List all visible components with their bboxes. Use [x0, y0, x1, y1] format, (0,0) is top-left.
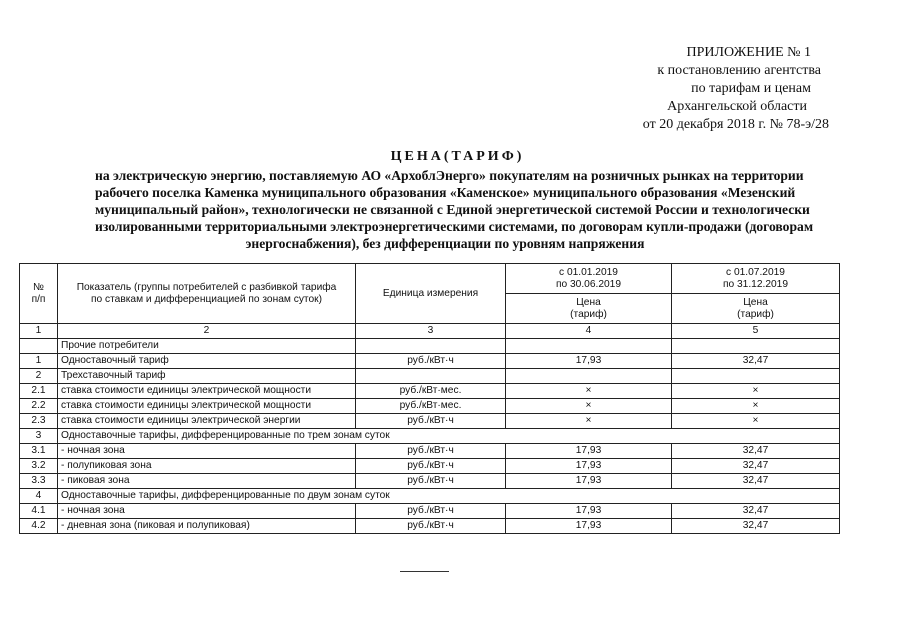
header-price-2 — [672, 294, 840, 324]
table-row — [20, 414, 840, 429]
table-row — [20, 429, 840, 444]
row-indicator: Прочие потребители — [58, 339, 356, 354]
price-line: (тариф) — [737, 308, 774, 320]
row-number: 3.2 — [20, 459, 58, 474]
row-number: 4.2 — [20, 519, 58, 534]
row-indicator: Одноставочный тариф — [58, 354, 356, 369]
period-line: с 01.07.2019 — [726, 266, 785, 278]
row-unit: руб./кВт·мес. — [356, 399, 506, 414]
header-number — [20, 264, 58, 324]
row-price-2: × — [672, 414, 840, 429]
table-header — [20, 264, 840, 339]
row-indicator: ставка стоимости единицы электрической энергии — [58, 414, 356, 429]
row-number: 1 — [20, 354, 58, 369]
header-indicator — [58, 264, 356, 324]
row-price-2: 32,47 — [672, 474, 840, 489]
price-line: (тариф) — [570, 308, 607, 320]
row-number: 3.3 — [20, 474, 58, 489]
row-price-2: 32,47 — [672, 444, 840, 459]
table-row — [20, 489, 840, 504]
row-indicator: - пиковая зона — [58, 474, 356, 489]
table-row — [20, 339, 840, 354]
row-number: 2.1 — [20, 384, 58, 399]
row-indicator: Одноставочные тарифы, дифференцированные по двум зонам суток — [58, 489, 840, 504]
row-unit: руб./кВт·ч — [356, 414, 506, 429]
table-row — [20, 444, 840, 459]
header-price-1 — [506, 294, 672, 324]
column-number: 2 — [58, 324, 356, 339]
table-row — [20, 354, 840, 369]
appendix-title: ПРИЛОЖЕНИЕ № 1 — [686, 45, 811, 60]
document-title: ЦЕНА(ТАРИФ) — [390, 149, 525, 164]
row-price-1: × — [506, 384, 672, 399]
row-price-1: × — [506, 414, 672, 429]
appendix-line: по тарифам и ценам — [691, 81, 811, 96]
column-number-row — [20, 324, 840, 339]
header-period-2 — [672, 264, 840, 294]
row-number: 4 — [20, 489, 58, 504]
row-unit: руб./кВт·ч — [356, 444, 506, 459]
row-number: 4.1 — [20, 504, 58, 519]
header-unit: Единица измерения — [356, 264, 506, 324]
header-period-1 — [506, 264, 672, 294]
row-unit: руб./кВт·ч — [356, 504, 506, 519]
row-unit: руб./кВт·ч — [356, 474, 506, 489]
tariff-table — [19, 263, 840, 534]
row-price-2: 32,47 — [672, 504, 840, 519]
table-row — [20, 474, 840, 489]
table-row — [20, 504, 840, 519]
row-number: 3.1 — [20, 444, 58, 459]
row-price-2: × — [672, 399, 840, 414]
period-line: по 31.12.2019 — [722, 278, 788, 290]
row-unit: руб./кВт·ч — [356, 459, 506, 474]
header-indicator-line: Показатель (группы потребителей с разбивкой тарифа — [76, 281, 337, 293]
column-number: 4 — [506, 324, 672, 339]
row-unit: руб./кВт·ч — [356, 354, 506, 369]
row-indicator: - ночная зона — [58, 504, 356, 519]
row-indicator: ставка стоимости единицы электрической мощности — [58, 399, 356, 414]
appendix-block — [643, 44, 829, 134]
row-price-2: × — [672, 384, 840, 399]
row-price-1: 17,93 — [506, 504, 672, 519]
row-price-2: 32,47 — [672, 354, 840, 369]
table-row — [20, 369, 840, 384]
row-indicator: - полупиковая зона — [58, 459, 356, 474]
subtitle-line: изолированными территориальными электроэнергетическими системами, по договорам купли-продажи (договорам — [95, 219, 814, 234]
row-number — [20, 339, 58, 354]
period-line: по 30.06.2019 — [555, 278, 621, 290]
row-price-2 — [672, 369, 840, 384]
row-price-1: 17,93 — [506, 474, 672, 489]
table-row — [20, 399, 840, 414]
row-price-2 — [672, 339, 840, 354]
row-unit — [356, 369, 506, 384]
row-price-1: 17,93 — [506, 519, 672, 534]
subtitle-line: энергоснабжения), без дифференциации по уровням напряжения — [245, 236, 645, 251]
row-price-1 — [506, 339, 672, 354]
table-row — [20, 519, 840, 534]
header-number-line: № — [33, 281, 44, 293]
row-price-2: 32,47 — [672, 519, 840, 534]
row-price-1: × — [506, 399, 672, 414]
subtitle-line: на электрическую энергию, поставляемую АО «АрхоблЭнерго» покупателям на розничных рынках на территории — [95, 168, 804, 183]
row-number: 2.2 — [20, 399, 58, 414]
row-price-1 — [506, 369, 672, 384]
appendix-line: к постановлению агентства — [657, 63, 821, 78]
row-indicator: ставка стоимости единицы электрической мощности — [58, 384, 356, 399]
row-price-1: 17,93 — [506, 354, 672, 369]
table-body — [20, 339, 840, 534]
row-indicator: - дневная зона (пиковая и полупиковая) — [58, 519, 356, 534]
column-number: 5 — [672, 324, 840, 339]
price-line: Цена — [576, 296, 601, 308]
subtitle-line: муниципальный район», технологически не связанной с Единой энергетической системой России и технологически — [95, 202, 810, 217]
header-indicator-line: по ставкам и дифференциацией по зонам суток) — [91, 293, 322, 305]
column-number: 1 — [20, 324, 58, 339]
row-unit — [356, 339, 506, 354]
subtitle-line: рабочего поселка Каменка муниципального образования «Каменское» муниципального образования «Мезенский — [95, 185, 796, 200]
table-row — [20, 459, 840, 474]
appendix-line: Архангельской области — [667, 99, 807, 114]
header-number-line: п/п — [31, 293, 46, 305]
row-number: 2 — [20, 369, 58, 384]
period-line: с 01.01.2019 — [559, 266, 618, 278]
price-line: Цена — [743, 296, 768, 308]
row-indicator: - ночная зона — [58, 444, 356, 459]
table-row — [20, 384, 840, 399]
row-price-2: 32,47 — [672, 459, 840, 474]
row-number: 3 — [20, 429, 58, 444]
row-indicator: Трехставочный тариф — [58, 369, 356, 384]
row-unit: руб./кВт·мес. — [356, 384, 506, 399]
row-number: 2.3 — [20, 414, 58, 429]
appendix-line: от 20 декабря 2018 г. № 78-э/28 — [642, 117, 829, 132]
row-indicator: Одноставочные тарифы, дифференцированные по трем зонам суток — [58, 429, 840, 444]
column-number: 3 — [356, 324, 506, 339]
row-unit: руб./кВт·ч — [356, 519, 506, 534]
row-price-1: 17,93 — [506, 444, 672, 459]
row-price-1: 17,93 — [506, 459, 672, 474]
document-subtitle — [95, 167, 814, 252]
footer-divider — [400, 571, 449, 572]
